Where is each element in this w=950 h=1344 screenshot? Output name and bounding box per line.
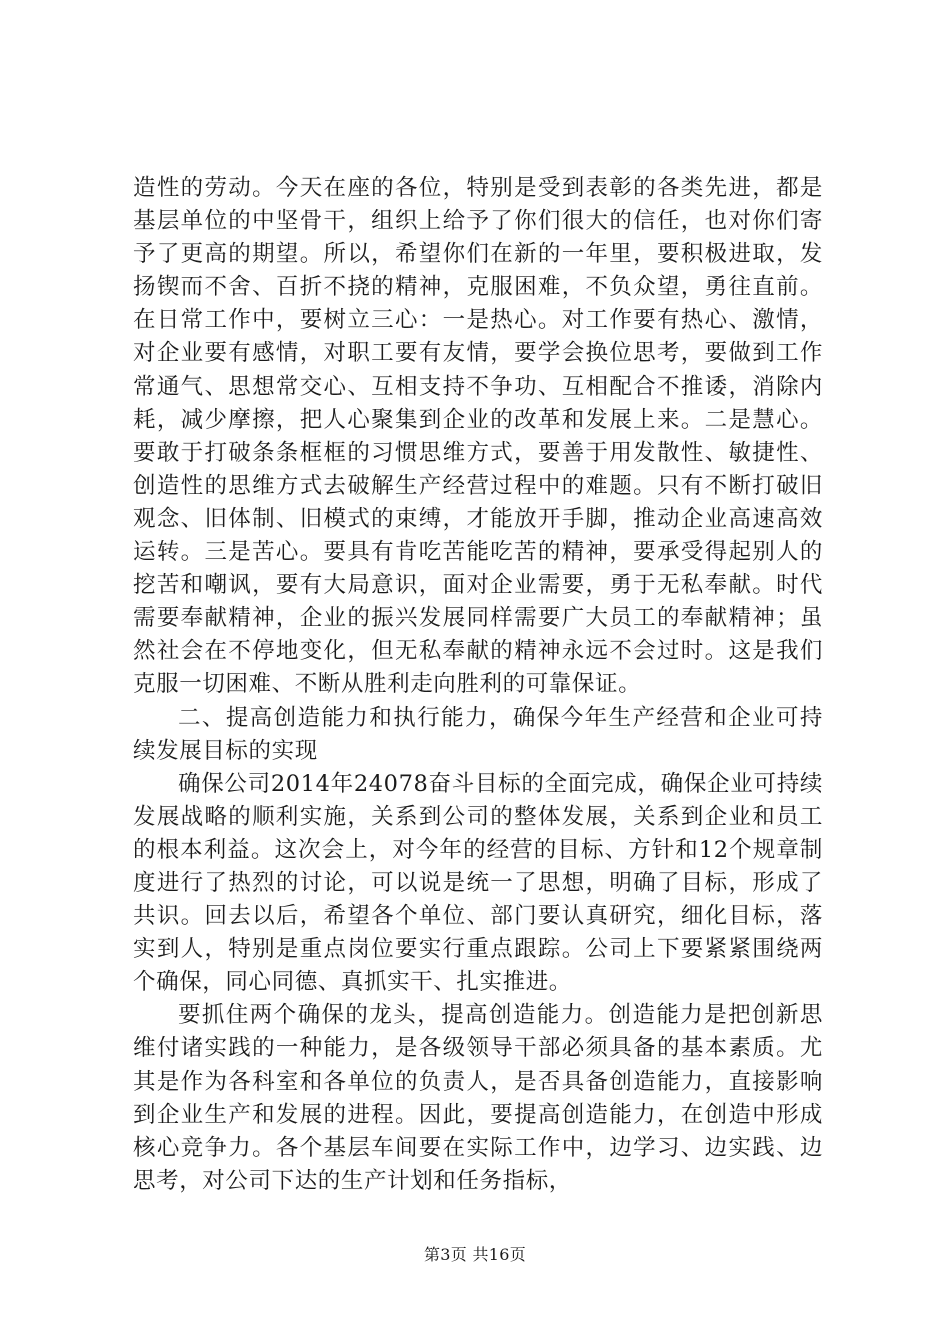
- paragraph: 确保公司2014年24078奋斗目标的全面完成，确保企业可持续发展战略的顺利实施，关系到公司的整体发展，关系到企业和员工的根本利益。这次会上，对今年的经营的目标、方针和12个规章制度进行了热烈的讨论，可以说是统一了思想，明确了目标，形成了共识。回去以后，希望各个单位、部门要认真研究，细化目标，落实到人，特别是重点岗位要实行重点跟踪。公司上下要紧紧围绕两个确保，同心同德、真抓实干、扎实推进。: [133, 770, 823, 996]
- paragraph: 要抓住两个确保的龙头，提高创造能力。创造能力是把创新思维付诸实践的一种能力，是各级领导干部必须具备的基本素质。尤其是作为各科室和各单位的负责人，是否具备创造能力，直接影响到企业生产和发展的进程。因此，要提高创造能力，在创造中形成核心竞争力。各个基层车间要在实际工作中，边学习、边实践、边思考，对公司下达的生产计划和任务指标，: [133, 1002, 823, 1194]
- page-number-footer: 第3页 共16页: [423, 1245, 527, 1264]
- section-heading: 二、提高创造能力和执行能力，确保今年生产经营和企业可持续发展目标的实现: [133, 704, 823, 764]
- paragraph-continuation: 造性的劳动。今天在座的各位，特别是受到表彰的各类先进，都是基层单位的中坚骨干，组织上给予了你们很大的信任，也对你们寄予了更高的期望。所以，希望你们在新的一年里，要积极进取，发扬锲而不舍、百折不挠的精神，克服困难，不负众望，勇往直前。在日常工作中，要树立三心：一是热心。对工作要有热心、激情，对企业要有感情，对职工要有友情，要学会换位思考，要做到工作常通气、思想常交心、互相支持不争功、互相配合不推诿，消除内耗，减少摩擦，把人心聚集到企业的改革和发展上来。二是慧心。要敢于打破条条框框的习惯思维方式，要善于用发散性、敏捷性、创造性的思维方式去破解生产经营过程中的难题。只有不断打破旧观念、旧体制、旧模式的束缚，才能放开手脚，推动企业高速高效运转。三是苦心。要具有肯吃苦能吃苦的精神，要承受得起别人的挖苦和嘲讽，要有大局意识，面对企业需要，勇于无私奉献。时代需要奉献精神，企业的振兴发展同样需要广大员工的奉献精神；虽然社会在不停地变化，但无私奉献的精神永远不会过时。这是我们克服一切困难、不断从胜利走向胜利的可靠保证。: [133, 175, 823, 698]
- body-text: [133, 172, 823, 1198]
